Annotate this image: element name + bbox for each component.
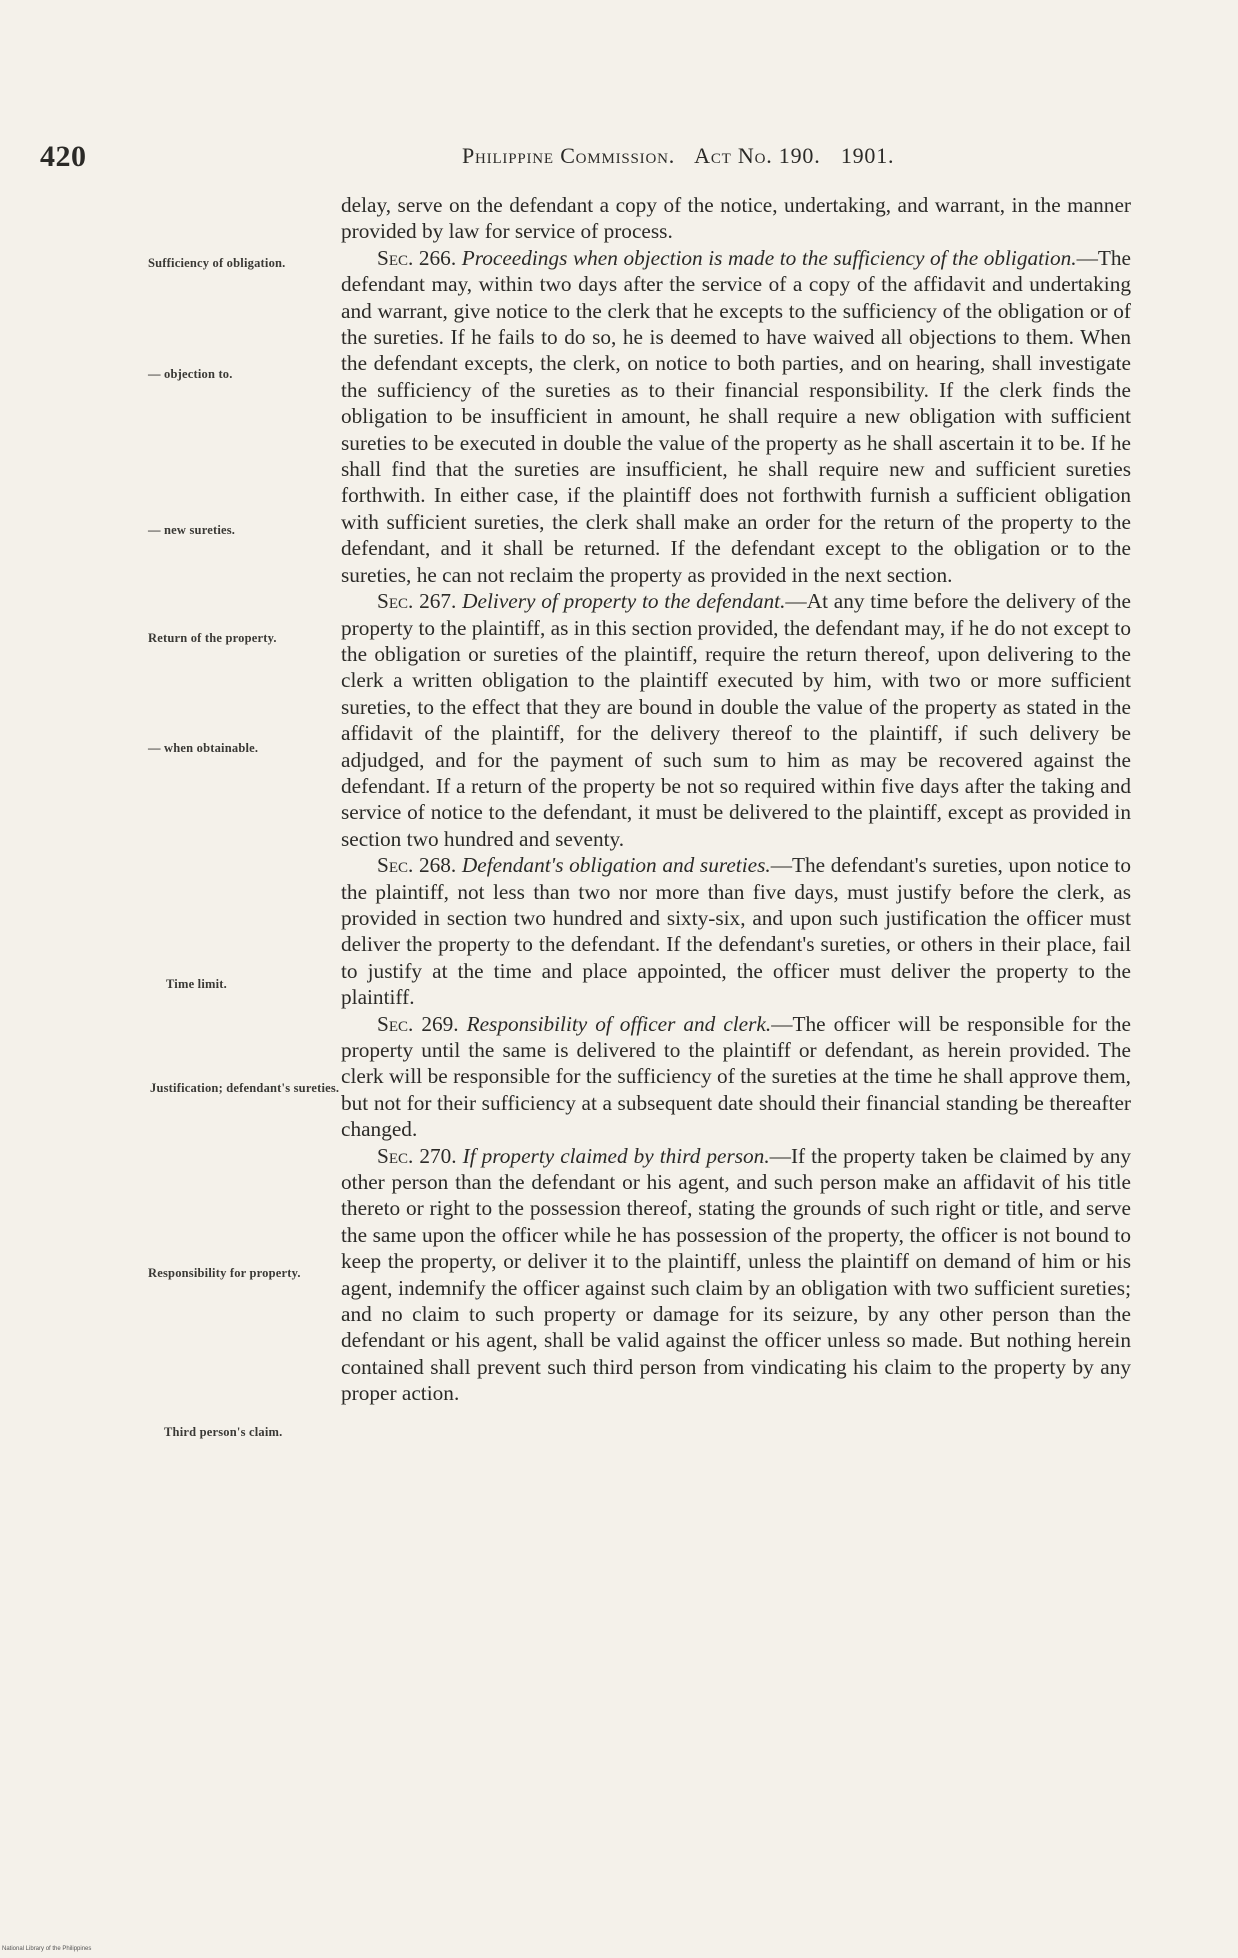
footer-credit: National Library of the Philippines: [2, 1946, 92, 1952]
section-266-number: Sec. 266.: [377, 245, 457, 270]
body-text: [341, 192, 1131, 1407]
running-head-title: Philippine Commission.: [462, 143, 676, 168]
section-270-number: Sec. 270.: [377, 1143, 457, 1168]
margin-note-new-sureties: — new sureties.: [148, 523, 236, 537]
section-266-heading: Proceedings when objection is made to the sufficiency of the obligation.: [461, 245, 1077, 270]
running-head-year: 1901.: [840, 143, 895, 168]
section-269-text: —The officer will be responsible for the property until the same is delivered to the plaintiff or defendant, as herein provided. The clerk will be responsible for the sufficiency of the sureties at the time he shall approve them, but not for their sufficiency at a subsequent date should their financial standing be thereafter changed.: [341, 1011, 1131, 1142]
running-head-act: Act No. 190.: [694, 143, 821, 168]
margin-note-objection: — objection to.: [148, 367, 233, 381]
section-270-text: —If the property taken be claimed by any other person than the defendant or his agent, and such person make an affidavit of his title thereto or right to the possession thereof, stating the grounds of such right or title, and serve the same upon the officer while he has possession of the property, the officer is not bound to keep the property, or deliver it to the plaintiff, unless the plaintiff on demand of him or his agent, indemnify the officer against such claim by an obligation with two sufficient sureties; and no claim to such property or damage for its seizure, by any other person than the defendant or his agent, shall be valid against the officer unless so made. But nothing herein contained shall prevent such third person from vindicating his claim to the property by any proper action.: [341, 1143, 1131, 1406]
section-268-number: Sec. 268.: [377, 853, 457, 878]
margin-note-when-obtainable: — when obtainable.: [148, 741, 259, 755]
margin-note-third-person: Third person's claim.: [164, 1425, 283, 1439]
section-268: [341, 852, 1131, 1010]
margin-note-time-limit: Time limit.: [166, 977, 227, 991]
section-268-text: —The defendant's sureties, upon notice to the plaintiff, not less than two nor more than five days, must justify before the clerk, as provided in section two hundred and sixty-six, and upon such justification the officer must deliver the property to the defendant. If the defendant's sureties, or others in their place, fail to justify at the time and place appointed, the officer must deliver the property to the plaintiff.: [341, 853, 1131, 1010]
running-head: [462, 143, 1162, 169]
section-269-heading: Responsibility of officer and clerk.: [466, 1011, 772, 1036]
margin-note-responsibility: Responsibility for property.: [148, 1266, 301, 1280]
section-266: [341, 245, 1131, 588]
section-266-text: —The defendant may, within two days after the service of a copy of the affidavit and undertaking and warrant, give notice to the clerk that he excepts to the sufficiency of the obligation or of the sureties. If he fails to do so, he is deemed to have waived all objections to them. When the defendant excepts, the clerk, on notice to both parties, and on hearing, shall investigate the sufficiency of the sureties as to their financial responsibility. If the clerk finds the obligation to be insufficient in amount, he shall require a new obligation with sufficient sureties to be executed in double the value of the property as he shall ascertain it to be. If he shall find that the sureties are insufficient, he shall require new and sufficient sureties forthwith. In either case, if the plaintiff does not forthwith furnish a sufficient obligation with sufficient sureties, the clerk shall make an order for the return of the property to the defendant, and it shall be returned. If the defendant except to the obligation or to the sureties, he can not reclaim the property as provided in the next section.: [341, 245, 1132, 587]
section-269-number: Sec. 269.: [377, 1011, 459, 1036]
section-267: [341, 588, 1131, 852]
section-269: [341, 1011, 1131, 1143]
section-267-text: —At any time before the delivery of the property to the plaintiff, as in this section provided, the defendant may, if he do not except to the obligation or sureties of the plaintiff, require the return thereof, upon delivering to the clerk a written obligation to the plaintiff executed by him, with two or more sufficient sureties, to the effect that they are bound in double the value of the property as stated in the affidavit of the plaintiff, for the delivery thereof to the plaintiff, if such delivery be adjudged, and for the payment of such sum to him as may be recovered against the defendant. If a return of the property be not so required within five days after the taking and service of notice to the defendant, it must be delivered to the plaintiff, except as provided in section two hundred and seventy.: [341, 589, 1131, 851]
section-270: [341, 1143, 1131, 1407]
section-270-heading: If property claimed by third person.: [462, 1143, 770, 1168]
section-267-heading: Delivery of property to the defendant.: [462, 589, 786, 614]
paragraph-continuation: delay, serve on the defendant a copy of the notice, undertaking, and warrant, in the manner provided by law for service of process.: [341, 193, 1131, 244]
margin-note-return-property: Return of the property.: [148, 631, 277, 645]
section-268-heading: Defendant's obligation and sureties.: [461, 853, 771, 878]
margin-note-justification: Justification; defendant's sureties.: [150, 1081, 340, 1095]
margin-note-sufficiency: Sufficiency of obligation.: [148, 256, 286, 270]
section-267-number: Sec. 267.: [377, 589, 457, 614]
page-number: 420: [40, 140, 87, 173]
